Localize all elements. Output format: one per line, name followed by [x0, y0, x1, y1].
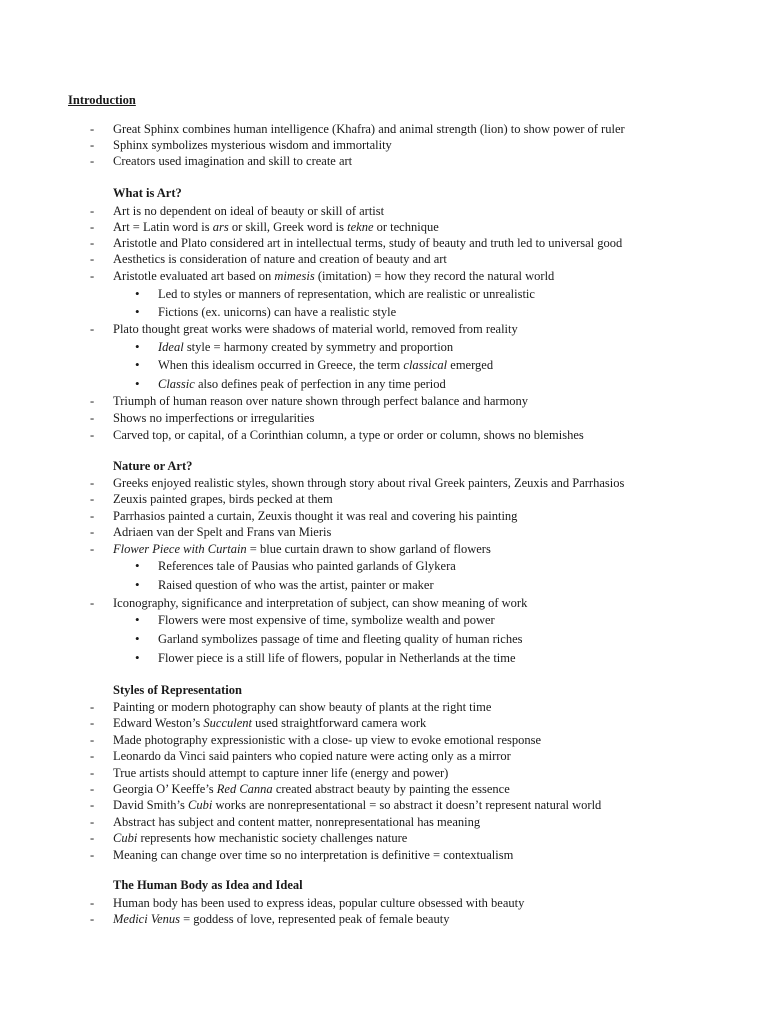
dash-marker: -	[90, 700, 95, 714]
list-item-text: Human body has been used to express ideas, popular culture obsessed with beauty	[113, 896, 525, 910]
dash-marker: -	[90, 896, 95, 910]
section-heading-human-body: The Human Body as Idea and Ideal	[113, 878, 303, 892]
bullet-marker: •	[135, 650, 140, 665]
list-item-text: Plato thought great works were shadows of material world, removed from reality	[113, 322, 518, 336]
list-item-text: References tale of Pausias who painted garlands of Glykera	[158, 559, 456, 573]
dash-marker: -	[90, 394, 95, 408]
list-item-text: David Smith’s Cubi works are nonrepresentational = so abstract it doesn’t represent natural world	[113, 798, 602, 812]
list-item-text: Aristotle and Plato considered art in intellectual terms, study of beauty and truth led to universal good	[113, 236, 623, 250]
list-item-text: Ideal style = harmony created by symmetry and proportion	[158, 340, 454, 354]
list-item-text: Sphinx symbolizes mysterious wisdom and immortality	[113, 138, 392, 152]
dash-marker: -	[90, 204, 95, 218]
list-item-text: Carved top, or capital, of a Corinthian column, a type or order or column, shows no blemishes	[113, 428, 584, 442]
list-item-text: Aesthetics is consideration of nature and creation of beauty and art	[113, 252, 447, 266]
list-item-text: Made photography expressionistic with a close- up view to evoke emotional response	[113, 733, 542, 747]
dash-marker: -	[90, 525, 95, 539]
list-item-text: Iconography, significance and interpretation of subject, can show meaning of work	[113, 596, 528, 610]
list-item-text: Leonardo da Vinci said painters who copied nature were acting only as a mirror	[113, 749, 511, 763]
dash-marker: -	[90, 154, 95, 168]
list-item-text: Parrhasios painted a curtain, Zeuxis thought it was real and covering his painting	[113, 509, 518, 523]
list-item-text: Painting or modern photography can show beauty of plants at the right time	[113, 700, 492, 714]
list-item-text: Triumph of human reason over nature shown through perfect balance and harmony	[113, 394, 529, 408]
section-heading-nature-or-art: Nature or Art?	[113, 459, 193, 473]
list-item-text: Cubi represents how mechanistic society challenges nature	[113, 831, 408, 845]
list-item-text: Meaning can change over time so no interpretation is definitive = contextualism	[113, 848, 514, 862]
dash-marker: -	[90, 848, 95, 862]
dash-marker: -	[90, 716, 95, 730]
list-item-text: Greeks enjoyed realistic styles, shown through story about rival Greek painters, Zeuxis and Parrhasios	[113, 476, 625, 490]
dash-marker: -	[90, 476, 95, 490]
dash-marker: -	[90, 492, 95, 506]
section-heading-what-is-art: What is Art?	[113, 186, 182, 200]
dash-marker: -	[90, 509, 95, 523]
list-item-text: Edward Weston’s Succulent used straightforward camera work	[113, 716, 427, 730]
list-item-text: Raised question of who was the artist, painter or maker	[158, 578, 434, 592]
dash-marker: -	[90, 831, 95, 845]
section-heading-styles-of-representation: Styles of Representation	[113, 683, 242, 697]
list-item-text: Garland symbolizes passage of time and fleeting quality of human riches	[158, 632, 523, 646]
bullet-marker: •	[135, 612, 140, 627]
list-item-text: When this idealism occurred in Greece, the term classical emerged	[158, 358, 494, 372]
dash-marker: -	[90, 596, 95, 610]
list-item-text: Flower piece is a still life of flowers, popular in Netherlands at the time	[158, 651, 516, 665]
dash-marker: -	[90, 322, 95, 336]
list-item-text: Shows no imperfections or irregularities	[113, 411, 315, 425]
dash-marker: -	[90, 798, 95, 812]
list-item-text: True artists should attempt to capture inner life (energy and power)	[113, 766, 449, 780]
bullet-marker: •	[135, 558, 140, 573]
bullet-marker: •	[135, 631, 140, 646]
dash-marker: -	[90, 428, 95, 442]
list-item-text: Fictions (ex. unicorns) can have a realistic style	[158, 305, 397, 319]
dash-marker: -	[90, 815, 95, 829]
dash-marker: -	[90, 220, 95, 234]
list-item-text: Medici Venus = goddess of love, represented peak of female beauty	[113, 912, 450, 926]
bullet-marker: •	[135, 304, 140, 319]
bullet-marker: •	[135, 376, 140, 391]
list-item-text: Art = Latin word is ars or skill, Greek word is tekne or technique	[113, 220, 439, 234]
bullet-marker: •	[135, 357, 140, 372]
dash-marker: -	[90, 733, 95, 747]
dash-marker: -	[90, 542, 95, 556]
bullet-marker: •	[135, 577, 140, 592]
dash-marker: -	[90, 749, 95, 763]
list-item-text: Zeuxis painted grapes, birds pecked at them	[113, 492, 333, 506]
dash-marker: -	[90, 236, 95, 250]
list-item-text: Adriaen van der Spelt and Frans van Mieris	[113, 525, 332, 539]
list-item-text: Flower Piece with Curtain = blue curtain drawn to show garland of flowers	[113, 542, 491, 556]
dash-marker: -	[90, 252, 95, 266]
bullet-marker: •	[135, 339, 140, 354]
list-item-text: Art is no dependent on ideal of beauty or skill of artist	[113, 204, 385, 218]
dash-marker: -	[90, 912, 95, 926]
list-item-text: Georgia O’ Keeffe’s Red Canna created abstract beauty by painting the essence	[113, 782, 510, 796]
dash-marker: -	[90, 269, 95, 283]
dash-marker: -	[90, 782, 95, 796]
dash-marker: -	[90, 411, 95, 425]
list-item-text: Creators used imagination and skill to create art	[113, 154, 353, 168]
list-item-text: Classic also defines peak of perfection in any time period	[158, 377, 446, 391]
dash-marker: -	[90, 122, 95, 136]
list-item-text: Abstract has subject and content matter, nonrepresentational has meaning	[113, 815, 481, 829]
dash-marker: -	[90, 766, 95, 780]
introduction-heading: Introduction	[68, 93, 136, 107]
dash-marker: -	[90, 138, 95, 152]
bullet-marker: •	[135, 286, 140, 301]
list-item-text: Led to styles or manners of representation, which are realistic or unrealistic	[158, 287, 535, 301]
list-item-text: Great Sphinx combines human intelligence (Khafra) and animal strength (lion) to show power of ruler	[113, 122, 625, 136]
list-item-text: Flowers were most expensive of time, symbolize wealth and power	[158, 613, 495, 627]
list-item-text: Aristotle evaluated art based on mimesis (imitation) = how they record the natural world	[113, 269, 555, 283]
